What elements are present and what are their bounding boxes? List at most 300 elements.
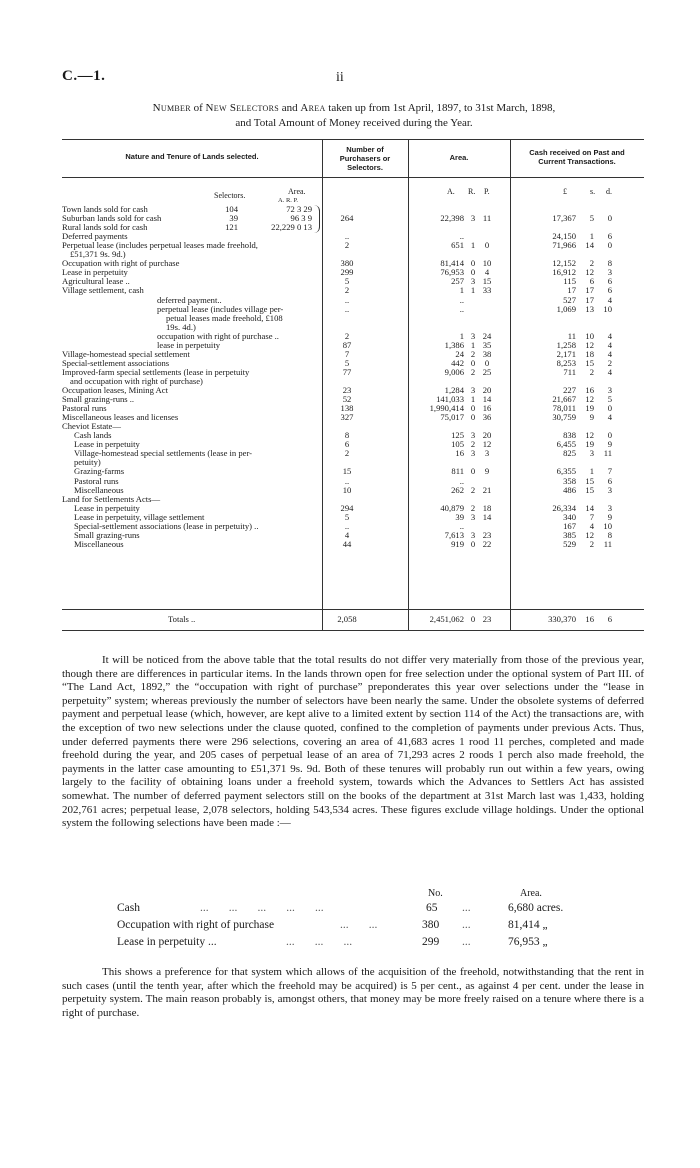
paragraph-1	[62, 654, 644, 831]
cell-num: 294	[340, 502, 354, 513]
cell-d: 4	[607, 412, 612, 423]
cell-r: 2	[470, 366, 476, 377]
cell-s: 19	[585, 439, 594, 450]
cell-num: ..	[344, 231, 350, 242]
cell-p: 16	[482, 403, 492, 414]
cell-s: 12	[585, 394, 594, 405]
title-part: New Selectors	[205, 102, 279, 114]
cell-d: 3	[607, 484, 612, 495]
cell-d: 8	[607, 258, 612, 269]
cell-a: 1,284	[444, 385, 464, 395]
cell-num: 6	[344, 439, 350, 450]
cell-num: 2	[344, 240, 350, 251]
cell-p: 12	[482, 439, 492, 450]
col-head-number	[322, 145, 408, 172]
cell-l: 16,912	[552, 267, 576, 278]
cell-d: 0	[607, 240, 612, 251]
totals-s: 16	[585, 614, 594, 624]
cell-d: 7	[607, 466, 612, 477]
cell-l: 227	[563, 385, 576, 395]
stats-area: 76,953 „	[508, 936, 548, 948]
row-label: Deferred payments	[62, 231, 128, 242]
cell-r: 2	[470, 348, 476, 359]
table-row	[0, 286, 700, 295]
row-label: Cheviot Estate—	[62, 421, 121, 432]
cell-num: 5	[344, 511, 350, 522]
cell-r: 2	[470, 502, 476, 513]
cell-num: 52	[342, 394, 352, 405]
stats-label: Lease in perpetuity ...	[117, 936, 217, 948]
cell-s: 12	[585, 339, 594, 350]
cell-a: 257	[451, 276, 464, 287]
cell-s: 19	[585, 403, 594, 414]
cell-l: 8,253	[556, 357, 576, 368]
cell-a: 442	[451, 357, 464, 368]
row-label: petuity)	[74, 457, 101, 468]
cell-a: 141,033	[436, 394, 464, 405]
unit-s: s.	[590, 187, 596, 196]
row-selectors: 104	[225, 204, 238, 214]
unit-d: d.	[606, 187, 612, 196]
row-label: Perpetual lease (includes perpetual leases made freehold,	[62, 240, 258, 251]
cell-num: 2	[344, 285, 350, 296]
row-label: Miscellaneous leases and licenses	[62, 412, 179, 423]
table-row	[0, 296, 700, 305]
cell-num: 380	[340, 258, 354, 269]
cell-a: ..	[459, 294, 464, 305]
cell-p: 14	[482, 394, 492, 405]
title-part: Number	[152, 102, 191, 114]
cell-num: 4	[344, 529, 350, 540]
unit-r: R.	[468, 187, 476, 196]
stats-dots: ...	[462, 936, 471, 948]
table-row	[0, 449, 700, 458]
cell-r: 2	[470, 484, 476, 495]
col-head-line: Selectors.	[347, 163, 383, 172]
col-head-nature: Nature and Tenure of Lands selected.	[125, 152, 259, 161]
cell-s: 5	[589, 213, 594, 224]
cell-s: 12	[585, 430, 594, 441]
row-label: Special-settlement associations	[62, 357, 170, 368]
cell-l: 838	[563, 430, 576, 441]
cell-s: 1	[589, 231, 594, 242]
cell-a: ..	[459, 303, 464, 314]
cell-l: 2,171	[556, 348, 576, 359]
row-label: petual leases made freehold, £108	[166, 312, 283, 323]
row-label: Cash lands	[74, 430, 112, 441]
cell-a: 7,613	[444, 529, 464, 540]
cell-d: 2	[607, 357, 612, 368]
row-label: Village settlement, cash	[62, 285, 144, 296]
cell-a: ..	[459, 231, 464, 242]
title-part: Area	[300, 102, 326, 114]
cell-d: 8	[607, 529, 612, 540]
table-top-rule	[62, 139, 644, 140]
title-part: of	[190, 102, 206, 114]
cell-s: 7	[589, 511, 594, 522]
cell-d: 6	[607, 231, 612, 242]
cell-a: 81,414	[440, 258, 464, 269]
cell-r: 0	[470, 466, 476, 477]
row-label: Miscellaneous	[74, 538, 124, 549]
cell-a: 40,879	[440, 502, 464, 513]
totals-r: 0	[470, 614, 476, 624]
cell-d: 4	[607, 339, 612, 350]
cell-p: 11	[482, 213, 492, 224]
cell-l: 527	[563, 294, 576, 305]
stats-dots: ... ...	[340, 919, 378, 931]
cell-l: 358	[563, 475, 576, 486]
cell-l: 1,258	[556, 339, 576, 350]
cell-a: 1,990,414	[429, 403, 464, 414]
totals-row	[0, 615, 700, 624]
cell-p: 0	[484, 240, 490, 251]
cell-s: 1	[589, 466, 594, 477]
cell-a: 1	[459, 330, 464, 341]
cell-d: 4	[607, 348, 612, 359]
row-label: Suburban lands sold for cash	[62, 213, 162, 224]
cell-d: 6	[607, 276, 612, 287]
paragraph-text: It will be noticed from the above table that the total results do not differ very materially from those of the previous year, though there are differences in particular items. In the lands thrown open for free selection under the optional system of Part III. of “The Land Act, 1892,” the “occupation with right of purchase” preponderates this year over selections under the “lease in perpetuity” system; whereas previously the number of selectors have been nearly the same. Under the obsolete systems of deferred payment and perpetual lease (which, however, are kept alive to a limited extent by section 114 of the Act) the transactions are, with the exception of two new selections under the clause quoted, confined to the completion of payments under previous Acts. Thus, under deferred payments there were 296 selections, covering an area of 41,683 acres 1 rood 11 perches, completed and made freehold during the year, and 205 cases of perpetual lease of an area of 71,293 acres 2 roods 1 perch also made freehold, the payments in the latter case amounting to £51,371 9s. 9d. Both of these tenures will probably run out within a few years, owing largely to the facility of obtaining loans under a freehold system, towards which the Advances to Settlers Act has assisted somewhat. The number of deferred payment selectors still on the books of the department at 31st March last was 1,433, holding 202,761 acres; perpetual lease, 2,078 selectors, holding 543,534 acres. These figures exclude village holdings. Under the optional system the following selections have been made :—	[62, 654, 644, 830]
cell-a: 919	[451, 538, 464, 549]
page-code: C.—1.	[62, 68, 106, 84]
cell-num: 44	[342, 538, 352, 549]
cell-p: 36	[482, 412, 492, 423]
col-head-line: Number of	[346, 145, 384, 154]
cell-a: 1	[459, 285, 464, 296]
cell-s: 2	[589, 258, 594, 269]
cell-num: 5	[344, 357, 350, 368]
cell-p: 38	[482, 348, 492, 359]
cell-a: 105	[451, 439, 464, 450]
stats-head-no: No.	[428, 888, 443, 899]
cell-p: 0	[484, 357, 490, 368]
cell-r: 1	[470, 285, 476, 296]
cell-p: 21	[482, 484, 492, 495]
row-label: Improved-farm special settlements (lease in perpetuity	[62, 366, 250, 377]
cell-l: 486	[563, 484, 576, 495]
cell-d: 3	[607, 502, 612, 513]
cell-a: 76,953	[440, 267, 464, 278]
cell-r: 3	[470, 448, 476, 459]
cell-l: 30,759	[552, 412, 576, 423]
row-label: deferred payment..	[157, 294, 222, 305]
cell-num: ..	[344, 303, 350, 314]
col-head-line: Cash received on Past and	[529, 148, 625, 157]
row-label: Town lands sold for cash	[62, 204, 148, 214]
cell-num: 138	[340, 403, 354, 414]
stats-area: 6,680 acres.	[508, 902, 564, 914]
cell-num: 264	[340, 213, 354, 224]
cell-l: 6,355	[556, 466, 576, 477]
cell-a: 39	[455, 511, 464, 522]
row-label: Agricultural lease ..	[62, 276, 130, 287]
cell-s: 15	[585, 475, 594, 486]
cell-r: 0	[470, 412, 476, 423]
cell-l: 825	[563, 448, 576, 459]
cell-r: 0	[470, 357, 476, 368]
cell-num: 2	[344, 330, 350, 341]
cell-p: 9	[484, 466, 490, 477]
cell-s: 17	[585, 285, 594, 296]
cell-r: 1	[470, 394, 476, 405]
cell-p: 23	[482, 529, 492, 540]
cell-a: 22,398	[440, 213, 464, 224]
cell-r: 0	[470, 267, 476, 278]
stats-no: 65	[426, 902, 438, 914]
stats-label: Occupation with right of purchase	[117, 919, 275, 931]
unit-l: £	[563, 187, 567, 196]
cell-p: 24	[482, 330, 492, 341]
page-number: ii	[336, 70, 344, 85]
cell-s: 2	[589, 366, 594, 377]
cell-l: 167	[563, 520, 576, 531]
cell-num: 299	[340, 267, 354, 278]
stats-head-area: Area.	[520, 888, 542, 899]
cell-r: 0	[470, 403, 476, 414]
table-row	[0, 540, 700, 549]
stats-label: Cash	[117, 902, 140, 914]
cell-d: 11	[603, 538, 612, 549]
title-line-2: and Total Amount of Money received during the Year.	[235, 117, 473, 129]
row-label: perpetual lease (includes village per-	[157, 303, 284, 314]
col-head-line: Current Transactions.	[538, 157, 616, 166]
paragraph-2	[62, 966, 644, 1020]
cell-s: 4	[589, 520, 594, 531]
row-label: Small grazing-runs	[74, 529, 140, 540]
cell-p: 33	[482, 285, 492, 296]
cell-num: 5	[344, 276, 350, 287]
cell-s: 14	[585, 502, 594, 513]
row-label: Grazing-farms	[74, 466, 125, 477]
col-head-line: Purchasers or	[339, 154, 391, 163]
stats-dots: ...	[462, 919, 471, 931]
cell-p: 20	[482, 430, 492, 441]
cell-num: 15	[342, 466, 352, 477]
row-label: 19s. 4d.)	[166, 321, 196, 332]
stats-no: 380	[422, 919, 440, 931]
cell-r: 0	[470, 258, 476, 269]
cell-r: 1	[470, 240, 476, 251]
cell-d: 9	[607, 511, 612, 522]
stats-dots: ... ... ...	[286, 936, 353, 948]
cell-p: 20	[482, 385, 492, 395]
cell-s: 14	[585, 240, 594, 251]
cell-l: 78,011	[552, 403, 576, 414]
cell-a: 75,017	[440, 412, 464, 423]
totals-l: 330,370	[548, 614, 576, 624]
cell-d: 5	[607, 394, 612, 405]
cell-l: 17,367	[552, 213, 576, 224]
row-selector-area: 72 3 29	[286, 204, 312, 214]
cell-num: 10	[342, 484, 352, 495]
cell-s: 15	[585, 357, 594, 368]
cell-l: 6,455	[556, 439, 576, 450]
col-head-area: Area.	[449, 153, 469, 162]
table-bottom-rule	[62, 630, 644, 631]
cell-d: 11	[603, 448, 612, 459]
cell-l: 115	[563, 276, 576, 287]
cell-a: 262	[451, 484, 464, 495]
cell-s: 9	[589, 412, 594, 423]
row-label: Small grazing-runs ..	[62, 394, 135, 405]
totals-num: 2,058	[337, 614, 357, 624]
cell-p: 10	[482, 258, 492, 269]
cell-p: 18	[482, 502, 492, 513]
cell-l: 529	[563, 538, 576, 549]
cell-a: ..	[459, 520, 464, 531]
row-label: Occupation with right of purchase	[62, 258, 180, 269]
cell-l: 12,152	[552, 258, 576, 269]
row-label: Special-settlement associations (lease in perpetuity) ..	[74, 520, 259, 531]
totals-p: 23	[482, 614, 492, 624]
row-label: Pastoral runs	[74, 475, 119, 486]
cell-d: 0	[607, 430, 612, 441]
cell-s: 16	[585, 385, 594, 395]
row-label: Rural lands sold for cash	[62, 222, 148, 233]
row-label: Pastoral runs	[62, 403, 107, 414]
cell-a: 1,386	[444, 339, 464, 350]
stats-dots: ... ... ... ... ...	[200, 902, 324, 914]
row-label: Village-homestead special settlement	[62, 348, 190, 359]
cell-num: 23	[342, 385, 352, 395]
table-row	[0, 314, 700, 323]
cell-num: ..	[344, 294, 350, 305]
cell-r: 3	[470, 385, 476, 395]
cell-l: 340	[563, 511, 576, 522]
cell-d: 0	[607, 403, 612, 414]
cell-num: 2	[344, 448, 350, 459]
cell-d: 3	[607, 385, 612, 395]
paragraph-text: This shows a preference for that system which allows of the acquisition of the freehold, notwithstanding that the rent in such cases (until the tenth year, after which the freehold may be acquired) is 5 per cent., as against 4 per cent. under the lease in perpetuity system. The main reason probably is, amongst others, that money may be more freely raised on a tenure where there is a right of purchase.	[62, 966, 644, 1019]
cell-s: 17	[585, 294, 594, 305]
cell-s: 6	[589, 276, 594, 287]
row-label: Village-homestead special settlements (lease in per-	[74, 448, 253, 459]
table-row	[0, 305, 700, 314]
row-label: Land for Settlements Acts—	[62, 493, 161, 504]
row-selectors: 121	[225, 222, 238, 233]
totals-top-rule	[62, 609, 644, 610]
row-selectors: 39	[229, 213, 238, 224]
cell-a: 651	[451, 240, 464, 251]
cell-num: 77	[342, 366, 352, 377]
cell-num: 7	[344, 348, 350, 359]
cell-d: 6	[607, 285, 612, 296]
cell-p: 4	[484, 267, 490, 278]
cell-d: 0	[607, 213, 612, 224]
cell-s: 2	[589, 538, 594, 549]
cell-p: 3	[484, 448, 490, 459]
cell-num: 87	[342, 339, 352, 350]
cell-r: 3	[470, 330, 476, 341]
cell-d: 4	[607, 366, 612, 377]
cell-r: 3	[470, 529, 476, 540]
sub-selectors: Selectors.	[214, 191, 246, 200]
stats-no: 299	[422, 936, 440, 948]
row-label: occupation with right of purchase ..	[157, 330, 279, 341]
row-label: Lease in perpetuity, village settlement	[74, 511, 205, 522]
title-part: taken up from 1st April, 1897, to 31st March, 1898,	[325, 102, 556, 114]
cell-s: 10	[585, 330, 594, 341]
cell-d: 4	[607, 294, 612, 305]
cell-d: 4	[607, 330, 612, 341]
cell-d: 10	[603, 520, 612, 531]
cell-l: 26,334	[552, 502, 576, 513]
unit-a: A.	[447, 187, 455, 196]
cell-l: 711	[563, 366, 576, 377]
row-label: and occupation with right of purchase)	[70, 375, 203, 386]
cell-s: 18	[585, 348, 594, 359]
cell-r: 2	[470, 439, 476, 450]
row-label: Lease in perpetuity	[74, 502, 140, 513]
row-label: Lease in perpetuity	[62, 267, 128, 278]
cell-num: ..	[344, 475, 350, 486]
cell-p: 22	[482, 538, 492, 549]
cell-l: 1,069	[556, 303, 576, 314]
cell-s: 3	[589, 448, 594, 459]
cell-s: 13	[585, 303, 594, 314]
cell-s: 12	[585, 267, 594, 278]
stats-dots: ...	[462, 902, 471, 914]
cell-a: 9,006	[444, 366, 464, 377]
cell-r: 3	[470, 276, 476, 287]
row-label: Occupation leases, Mining Act	[62, 385, 168, 395]
cell-a: ..	[459, 475, 464, 486]
row-selector-area: 22,229 0 13	[271, 222, 312, 233]
cell-l: 17	[567, 285, 576, 296]
cell-l: 21,667	[552, 394, 576, 405]
row-label: Miscellaneous	[74, 484, 124, 495]
unit-p: P.	[484, 187, 490, 196]
totals-a: 2,451,062	[429, 614, 464, 624]
row-selector-area: 96 3 9	[290, 213, 312, 224]
table-header-rule	[62, 177, 644, 178]
sub-arp: A. R. P.	[278, 197, 299, 204]
cell-l: 71,966	[552, 240, 576, 251]
cell-num: ..	[344, 520, 350, 531]
col-head-cash	[510, 148, 644, 166]
cell-a: 811	[451, 466, 464, 477]
cell-d: 10	[603, 303, 612, 314]
cell-p: 14	[482, 511, 492, 522]
cell-l: 385	[563, 529, 576, 540]
cell-l: 24,150	[552, 231, 576, 242]
title-part: and	[279, 102, 301, 114]
row-label: Lease in perpetuity	[74, 439, 140, 450]
table-row	[0, 323, 700, 332]
cell-d: 6	[607, 475, 612, 486]
cell-r: 3	[470, 213, 476, 224]
cell-r: 1	[470, 339, 476, 350]
cell-d: 3	[607, 267, 612, 278]
cell-num: 8	[344, 430, 350, 441]
totals-d: 6	[607, 614, 612, 624]
cell-a: 16	[455, 448, 464, 459]
cell-s: 15	[585, 484, 594, 495]
sub-area: Area.	[288, 187, 306, 196]
row-label: £51,371 9s. 9d.)	[70, 249, 126, 260]
cell-a: 24	[455, 348, 464, 359]
cell-p: 35	[482, 339, 492, 350]
cell-r: 0	[470, 538, 476, 549]
stats-area: 81,414 „	[508, 919, 548, 931]
row-label: lease in perpetuity	[157, 339, 220, 350]
totals-label: Totals ..	[168, 614, 196, 624]
cell-p: 25	[482, 366, 492, 377]
cell-l: 11	[567, 330, 576, 341]
cell-num: 327	[340, 412, 354, 423]
table-title	[64, 101, 644, 131]
